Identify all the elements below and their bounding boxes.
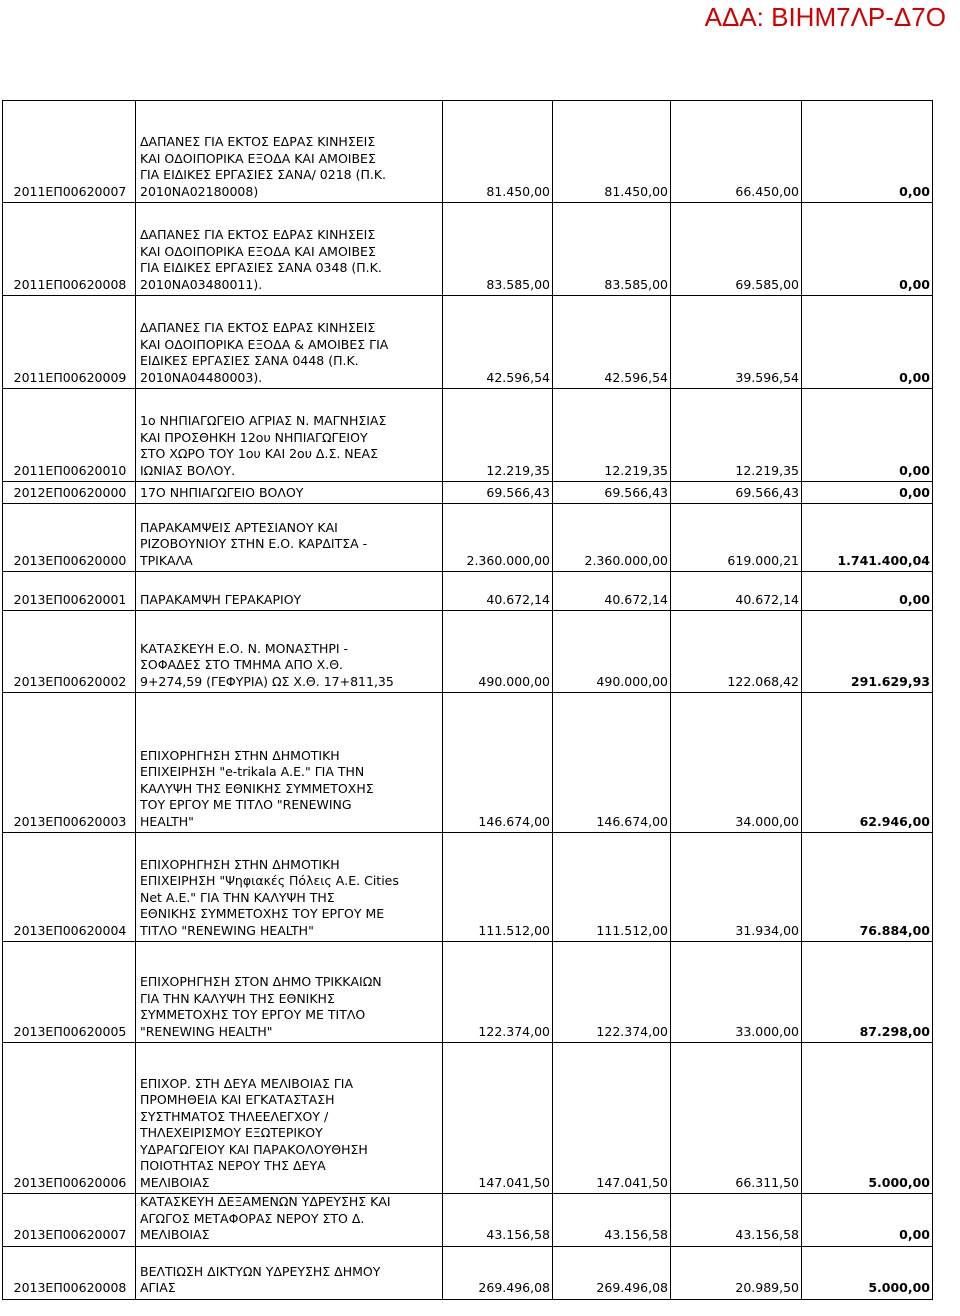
project-description	[136, 482, 443, 504]
description-line: 2010ΝΑ02180008)	[140, 183, 259, 199]
ada-header: ΑΔΑ: ΒΙΗΜ7ΛΡ-Δ7Ο	[704, 2, 946, 32]
project-description	[136, 693, 443, 833]
description-line: ΚΑΙ ΠΡΟΣΘΗΚΗ 12ου ΝΗΠΙΑΓΩΓΕΙΟΥ	[140, 429, 368, 445]
project-description	[136, 833, 443, 942]
description-line: ΑΓΩΓΟΣ ΜΕΤΑΦΟΡΑΣ ΝΕΡΟΥ ΣΤΟ Δ.	[140, 1210, 365, 1226]
description-line: "RENEWING HEALTH"	[140, 1023, 273, 1039]
project-description	[136, 101, 443, 203]
amount-3: 66.311,50	[671, 1043, 802, 1194]
description-line: ΙΩΝΙΑΣ ΒΟΛΟΥ.	[140, 462, 236, 478]
amount-2: 81.450,00	[553, 101, 671, 203]
project-description	[136, 504, 443, 572]
description-line: 9+274,59 (ΓΕΦΥΡΙΑ) ΩΣ Χ.Θ. 17+811,35	[140, 673, 394, 689]
project-description	[136, 203, 443, 296]
description-line: ΠΑΡΑΚΑΜΨΕΙΣ ΑΡΤΕΣΙΑΝΟΥ ΚΑΙ	[140, 519, 338, 535]
amount-3: 40.672,14	[671, 572, 802, 611]
project-code: 2011ΕΠ00620007	[3, 101, 136, 203]
description-line: ΚΑΛΥΨΗ ΤΗΣ ΕΘΝΙΚΗΣ ΣΥΜΜΕΤΟΧΗΣ	[140, 780, 374, 796]
amount-2: 490.000,00	[553, 611, 671, 693]
project-code: 2013ΕΠ00620005	[3, 942, 136, 1043]
table-row	[3, 572, 933, 611]
description-line: ΜΕΛΙΒΟΙΑΣ	[140, 1227, 210, 1242]
description-line: ΤΗΛΕΧΕΙΡΙΣΜΟΥ ΕΞΩΤΕΡΙΚΟΥ	[140, 1125, 323, 1140]
description-line: ΔΑΠΑΝΕΣ ΓΙΑ ΕΚΤΟΣ ΕΔΡΑΣ ΚΙΝΗΣΕΙΣ	[140, 320, 376, 335]
description-line: ΣΟΦΑΔΕΣ ΣΤΟ ΤΜΗΜΑ ΑΠΟ Χ.Θ.	[140, 657, 344, 672]
description-line: 2010ΝΑ03480011).	[140, 276, 263, 292]
description-line: ΚΑΤΑΣΚΕΥΗ ΔΕΞΑΜΕΝΩΝ ΥΔΡΕΥΣΗΣ ΚΑΙ	[140, 1194, 391, 1209]
amount-2: 146.674,00	[553, 693, 671, 833]
description-line: 2010ΝΑ04480003).	[140, 369, 263, 385]
description-line: ΕΠΙΧΟΡΗΓΗΣΗ ΣΤΟΝ ΔΗΜΟ ΤΡΙΚΚΑΙΩΝ	[140, 974, 382, 989]
balance: 1.741.400,04	[802, 504, 933, 572]
table-row	[3, 1246, 933, 1299]
description-line: ΤΡΙΚΑΛΑ	[140, 552, 193, 568]
project-description	[136, 1194, 443, 1247]
table-row	[3, 101, 933, 203]
amount-1: 490.000,00	[443, 611, 553, 693]
description-line: ΣΥΜΜΕΤΟΧΗΣ ΤΟΥ ΕΡΓΟΥ ΜΕ ΤΙΤΛΟ	[140, 1007, 366, 1022]
amount-1: 83.585,00	[443, 203, 553, 296]
project-code: 2013ΕΠ00620006	[3, 1043, 136, 1194]
description-line: ΥΔΡΑΓΩΓΕΙΟΥ ΚΑΙ ΠΑΡΑΚΟΛΟΥΘΗΣΗ	[140, 1141, 368, 1157]
balance: 5.000,00	[802, 1043, 933, 1194]
balance: 0,00	[802, 389, 933, 482]
project-code: 2011ΕΠ00620009	[3, 296, 136, 389]
description-line: ΓΙΑ ΤΗΝ ΚΑΛΥΨΗ ΤΗΣ ΕΘΝΙΚΗΣ	[140, 990, 335, 1006]
amount-2: 147.041,50	[553, 1043, 671, 1194]
project-code: 2011ΕΠ00620008	[3, 203, 136, 296]
table-row	[3, 833, 933, 942]
description-line: ΕΠΙΧΕΙΡΗΣΗ "e-trikala Α.Ε." ΓΙΑ ΤΗΝ	[140, 764, 365, 779]
amount-1: 122.374,00	[443, 942, 553, 1043]
amount-2: 83.585,00	[553, 203, 671, 296]
description-line: ΤΙΤΛΟ "RENEWING HEALTH"	[140, 922, 314, 938]
amount-3: 69.566,43	[671, 482, 802, 504]
amount-3: 31.934,00	[671, 833, 802, 942]
amount-2: 40.672,14	[553, 572, 671, 611]
description-line: 17Ο ΝΗΠΙΑΓΩΓΕΙΟ ΒΟΛΟΥ	[140, 484, 304, 500]
description-line: ΣΤΟ ΧΩΡΟ ΤΟΥ 1ου ΚΑΙ 2ου Δ.Σ. ΝΕΑΣ	[140, 446, 378, 461]
project-description	[136, 1043, 443, 1194]
project-code: 2013ΕΠ00620007	[3, 1194, 136, 1247]
amount-2: 2.360.000,00	[553, 504, 671, 572]
project-code: 2013ΕΠ00620008	[3, 1246, 136, 1299]
project-code: 2011ΕΠ00620010	[3, 389, 136, 482]
budget-table	[2, 100, 933, 1300]
description-line: ΚΑΙ ΟΔΟΙΠΟΡΙΚΑ ΕΞΟΔΑ ΚΑΙ ΑΜΟΙΒΕΣ	[140, 150, 376, 166]
balance: 87.298,00	[802, 942, 933, 1043]
amount-3: 66.450,00	[671, 101, 802, 203]
description-line: ΠΑΡΑΚΑΜΨΗ ΓΕΡΑΚΑΡΙΟΥ	[140, 591, 302, 607]
description-line: ΣΥΣΤΗΜΑΤΟΣ ΤΗΛΕΕΛΕΓΧΟΥ /	[140, 1108, 329, 1124]
table-row	[3, 611, 933, 693]
balance: 291.629,93	[802, 611, 933, 693]
description-line: ΕΠΙΧΟΡ. ΣΤΗ ΔΕΥΑ ΜΕΛΙΒΟΙΑΣ ΓΙΑ	[140, 1075, 354, 1091]
amount-2: 42.596,54	[553, 296, 671, 389]
project-description	[136, 296, 443, 389]
amount-3: 39.596,54	[671, 296, 802, 389]
description-line: Net Α.Ε." ΓΙΑ ΤΗΝ ΚΑΛΥΨΗ ΤΗΣ	[140, 889, 335, 905]
description-line: ΚΑΙ ΟΔΟΙΠΟΡΙΚΑ ΕΞΟΔΑ ΚΑΙ ΑΜΟΙΒΕΣ	[140, 243, 376, 259]
table-row	[3, 389, 933, 482]
table-row	[3, 504, 933, 572]
amount-1: 147.041,50	[443, 1043, 553, 1194]
amount-2: 122.374,00	[553, 942, 671, 1043]
description-line: ΠΡΟΜΗΘΕΙΑ ΚΑΙ ΕΓΚΑΤΑΣΤΑΣΗ	[140, 1092, 335, 1107]
description-line: ΠΟΙΟΤΗΤΑΣ ΝΕΡΟΥ ΤΗΣ ΔΕΥΑ	[140, 1158, 326, 1173]
amount-1: 43.156,58	[443, 1194, 553, 1247]
amount-1: 40.672,14	[443, 572, 553, 611]
table-row	[3, 1194, 933, 1247]
description-line: ΡΙΖΟΒΟΥΝΙΟΥ ΣΤΗΝ Ε.Ο. ΚΑΡΔΙΤΣΑ -	[140, 536, 368, 551]
description-line: ΕΠΙΧΟΡΗΓΗΣΗ ΣΤΗΝ ΔΗΜΟΤΙΚΗ	[140, 856, 340, 872]
project-description	[136, 1246, 443, 1299]
description-line: ΑΓΙΑΣ	[140, 1280, 176, 1295]
balance: 5.000,00	[802, 1246, 933, 1299]
description-line: ΔΑΠΑΝΕΣ ΓΙΑ ΕΚΤΟΣ ΕΔΡΑΣ ΚΙΝΗΣΕΙΣ	[140, 227, 376, 242]
amount-2: 269.496,08	[553, 1246, 671, 1299]
project-code: 2013ΕΠ00620000	[3, 504, 136, 572]
description-line: ΤΟΥ ΕΡΓΟΥ ΜΕ ΤΙΤΛΟ "RENEWING	[140, 797, 352, 812]
project-code: 2013ΕΠ00620004	[3, 833, 136, 942]
amount-2: 69.566,43	[553, 482, 671, 504]
description-line: ΔΑΠΑΝΕΣ ΓΙΑ ΕΚΤΟΣ ΕΔΡΑΣ ΚΙΝΗΣΕΙΣ	[140, 134, 376, 149]
amount-3: 619.000,21	[671, 504, 802, 572]
table-row	[3, 482, 933, 504]
description-line: ΕΠΙΧΟΡΗΓΗΣΗ ΣΤΗΝ ΔΗΜΟΤΙΚΗ	[140, 747, 340, 763]
amount-2: 43.156,58	[553, 1194, 671, 1247]
amount-3: 20.989,50	[671, 1246, 802, 1299]
description-line: ΚΑΤΑΣΚΕΥΗ Ε.Ο. Ν. ΜΟΝΑΣΤΗΡΙ -	[140, 640, 349, 656]
balance: 76.884,00	[802, 833, 933, 942]
balance: 0,00	[802, 101, 933, 203]
description-line: ΒΕΛΤΙΩΣΗ ΔΙΚΤΥΩΝ ΥΔΡΕΥΣΗΣ ΔΗΜΟΥ	[140, 1263, 381, 1279]
project-description	[136, 389, 443, 482]
amount-3: 34.000,00	[671, 693, 802, 833]
amount-3: 43.156,58	[671, 1194, 802, 1247]
balance: 0,00	[802, 203, 933, 296]
amount-3: 33.000,00	[671, 942, 802, 1043]
description-line: ΓΙΑ ΕΙΔΙΚΕΣ ΕΡΓΑΣΙΕΣ ΣΑΝΑ/ 0218 (Π.Κ.	[140, 167, 387, 182]
amount-2: 12.219,35	[553, 389, 671, 482]
project-code: 2013ΕΠ00620001	[3, 572, 136, 611]
description-line: ΓΙΑ ΕΙΔΙΚΕΣ ΕΡΓΑΣΙΕΣ ΣΑΝΑ 0348 (Π.Κ.	[140, 260, 382, 275]
description-line: 1ο ΝΗΠΙΑΓΩΓΕΙΟ ΑΓΡΙΑΣ Ν. ΜΑΓΝΗΣΙΑΣ	[140, 413, 387, 428]
project-description	[136, 572, 443, 611]
project-code: 2012ΕΠ00620000	[3, 482, 136, 504]
project-code: 2013ΕΠ00620003	[3, 693, 136, 833]
description-line: ΚΑΙ ΟΔΟΙΠΟΡΙΚΑ ΕΞΟΔΑ & ΑΜΟΙΒΕΣ ΓΙΑ	[140, 336, 389, 352]
table-row	[3, 296, 933, 389]
amount-1: 42.596,54	[443, 296, 553, 389]
amount-1: 2.360.000,00	[443, 504, 553, 572]
project-code: 2013ΕΠ00620002	[3, 611, 136, 693]
balance: 0,00	[802, 1194, 933, 1247]
amount-2: 111.512,00	[553, 833, 671, 942]
balance: 62.946,00	[802, 693, 933, 833]
description-line: ΜΕΛΙΒΟΙΑΣ	[140, 1174, 210, 1190]
balance: 0,00	[802, 482, 933, 504]
amount-1: 146.674,00	[443, 693, 553, 833]
table-row	[3, 1043, 933, 1194]
balance: 0,00	[802, 572, 933, 611]
balance: 0,00	[802, 296, 933, 389]
project-description	[136, 611, 443, 693]
table-row	[3, 693, 933, 833]
amount-1: 12.219,35	[443, 389, 553, 482]
amount-1: 111.512,00	[443, 833, 553, 942]
amount-1: 269.496,08	[443, 1246, 553, 1299]
amount-1: 69.566,43	[443, 482, 553, 504]
description-line: ΕΙΔΙΚΕΣ ΕΡΓΑΣΙΕΣ ΣΑΝΑ 0448 (Π.Κ.	[140, 353, 359, 368]
description-line: ΕΘΝΙΚΗΣ ΣΥΜΜΕΤΟΧΗΣ ΤΟΥ ΕΡΓΟΥ ΜΕ	[140, 906, 385, 921]
table-row	[3, 203, 933, 296]
table-row	[3, 942, 933, 1043]
description-line: HEALTH"	[140, 813, 194, 829]
amount-3: 69.585,00	[671, 203, 802, 296]
amount-3: 12.219,35	[671, 389, 802, 482]
amount-1: 81.450,00	[443, 101, 553, 203]
amount-3: 122.068,42	[671, 611, 802, 693]
description-line: ΕΠΙΧΕΙΡΗΣΗ "Ψηφιακές Πόλεις Α.Ε. Cities	[140, 873, 399, 888]
project-description	[136, 942, 443, 1043]
